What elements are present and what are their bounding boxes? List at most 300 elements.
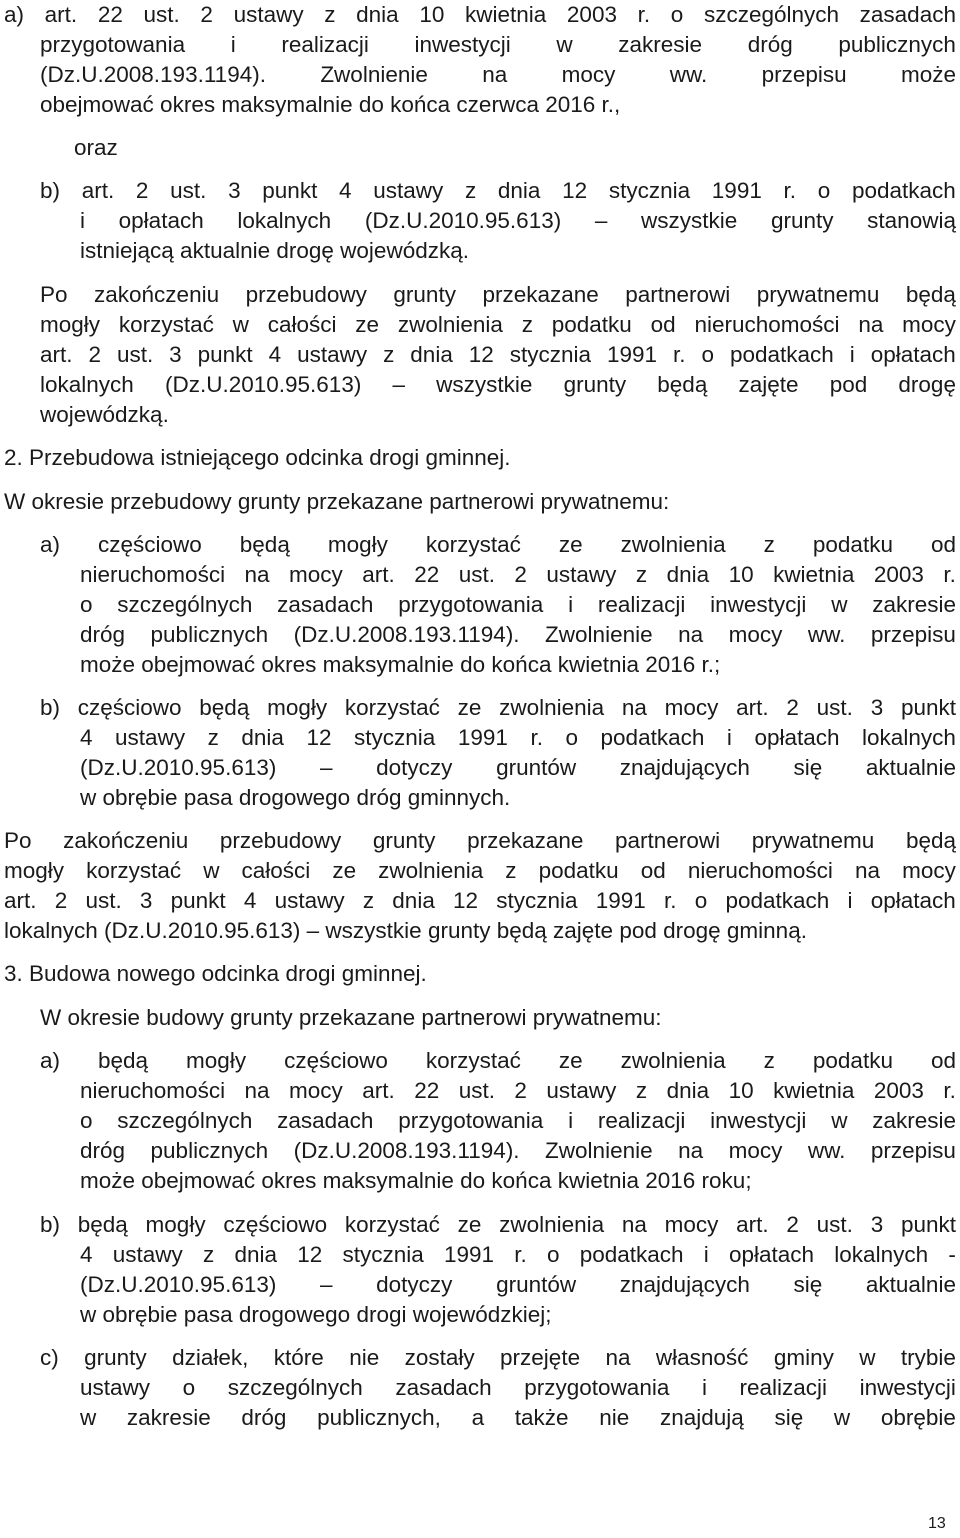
line-text: w obrębie pasa drogowego drogi wojewódzkiej; — [80, 1302, 552, 1327]
word: będą — [905, 282, 956, 307]
word: opłatach — [118, 208, 204, 233]
page-number: 13 — [928, 1515, 946, 1532]
word: 12 — [297, 1242, 323, 1267]
word: r. — [783, 178, 797, 203]
word: całości — [267, 312, 337, 337]
word: prywatnemu — [756, 282, 880, 307]
text-line — [80, 1300, 956, 1330]
word: przekazane — [467, 828, 584, 853]
word: w — [831, 592, 848, 617]
word: na — [621, 1212, 647, 1237]
word: ustawy — [115, 725, 186, 750]
word: mocy — [289, 1078, 343, 1103]
word: o — [546, 1242, 560, 1267]
word: b) — [40, 178, 61, 203]
word: od — [930, 1048, 956, 1073]
word: zakończeniu — [94, 282, 220, 307]
word: lokalnych — [862, 725, 956, 750]
line-text: może obejmować okres maksymalnie do końca kwietnia 2016 roku; — [80, 1168, 752, 1193]
word: publicznych — [838, 32, 956, 57]
word: zostały — [404, 1345, 475, 1370]
text-line — [40, 1003, 956, 1033]
word: ze — [558, 1048, 583, 1073]
word: art. — [736, 695, 769, 720]
line-text: 2. Przebudowa istniejącego odcinka drogi gminnej. — [4, 445, 511, 470]
word: zakresie — [872, 1108, 956, 1133]
word: 2 — [54, 888, 68, 913]
word: korzystać — [86, 858, 182, 883]
word: 10 — [419, 2, 445, 27]
word: szczególnych — [227, 1375, 363, 1400]
word: korzystać — [344, 695, 440, 720]
word: wszystkie — [436, 372, 533, 397]
text-line — [80, 1373, 956, 1403]
word: będą — [98, 1048, 149, 1073]
word: 2 — [514, 1078, 527, 1103]
word: i — [847, 888, 853, 913]
word: w — [232, 312, 249, 337]
word: a) — [40, 1048, 61, 1073]
text-line — [4, 0, 956, 30]
word: przebudowy — [245, 282, 367, 307]
word: mocy — [289, 562, 343, 587]
word: i — [703, 1242, 709, 1267]
text-line — [80, 560, 956, 590]
word: 1991 — [607, 342, 658, 367]
word: art. — [736, 1212, 769, 1237]
word: zwolnienia — [499, 695, 605, 720]
word: o — [817, 178, 831, 203]
word: na — [854, 858, 881, 883]
word: na — [678, 622, 704, 647]
word: zakresie — [126, 1405, 211, 1430]
word: grunty — [84, 1345, 147, 1370]
word: z — [383, 342, 395, 367]
word: (Dz.U.2010.95.613) — [364, 208, 562, 233]
word: 1991 — [711, 178, 762, 203]
word: 1991 — [443, 1242, 495, 1267]
word: działek, — [172, 1345, 249, 1370]
word: przygotowania — [398, 592, 544, 617]
word: inwestycji — [414, 32, 511, 57]
word: ustawy — [546, 1078, 617, 1103]
text-line — [80, 1270, 956, 1300]
text-line — [4, 916, 956, 946]
text-line — [40, 340, 956, 370]
text-line — [40, 310, 956, 340]
word: aktualnie — [865, 755, 956, 780]
text-line — [40, 60, 956, 90]
text-line — [80, 590, 956, 620]
word: korzystać — [344, 1212, 440, 1237]
word: także — [514, 1405, 569, 1430]
text-line — [80, 650, 956, 680]
word: zakresie — [872, 592, 956, 617]
word: mogły — [267, 695, 328, 720]
word: 12 — [453, 888, 479, 913]
word: zajęte — [738, 372, 799, 397]
word: z — [505, 858, 517, 883]
word: obrębie — [880, 1405, 956, 1430]
word: 22 — [414, 562, 440, 587]
line-text: oraz — [74, 135, 118, 160]
word: ustawy — [233, 2, 304, 27]
text-line — [80, 723, 956, 753]
word: ust. — [170, 178, 207, 203]
word: trybie — [900, 1345, 956, 1370]
word: częściowo — [284, 1048, 388, 1073]
word: będą — [657, 372, 708, 397]
word: nie — [349, 1345, 380, 1370]
word: b) — [40, 695, 61, 720]
word: lokalnych — [40, 372, 134, 397]
word: ustawy — [297, 342, 368, 367]
word: nieruchomości — [687, 858, 833, 883]
word: 4 — [243, 888, 257, 913]
text-line — [80, 1403, 956, 1433]
line-text: w obrębie pasa drogowego dróg gminnych. — [80, 785, 511, 810]
word: – — [392, 372, 405, 397]
word: dnia — [666, 562, 710, 587]
word: prywatnemu — [751, 828, 875, 853]
word: o — [565, 725, 578, 750]
word: - — [948, 1242, 956, 1267]
line-text: 3. Budowa nowego odcinka drogi gminnej. — [4, 961, 427, 986]
word: na — [621, 695, 647, 720]
text-line — [40, 176, 956, 206]
word: częściowo — [223, 1212, 328, 1237]
word: ww. — [807, 1138, 846, 1163]
word: zwolnienia — [397, 312, 503, 337]
word: znajdują — [659, 1405, 744, 1430]
word: i — [726, 725, 732, 750]
word: mocy — [728, 1138, 783, 1163]
text-line — [80, 1106, 956, 1136]
word: ust. — [116, 342, 154, 367]
text-line — [4, 886, 956, 916]
word: korzystać — [425, 532, 521, 557]
word: w — [556, 32, 573, 57]
word: na — [605, 1345, 631, 1370]
word: punkt — [197, 342, 253, 367]
word: 2 — [786, 1212, 799, 1237]
word: nieruchomości — [694, 312, 840, 337]
word: kwietnia — [773, 562, 855, 587]
word: a) — [4, 2, 25, 27]
word: na — [678, 1138, 704, 1163]
word: podatku — [551, 312, 632, 337]
word: Zwolnienie — [545, 622, 653, 647]
word: ustawy — [112, 1242, 183, 1267]
text-line — [40, 530, 956, 560]
word: i — [701, 1375, 707, 1400]
text-line — [40, 1210, 956, 1240]
word: dróg — [747, 32, 793, 57]
word: Po — [40, 282, 68, 307]
word: podatku — [812, 1048, 893, 1073]
word: szczególnych — [703, 2, 840, 27]
word: publicznych, — [317, 1405, 441, 1430]
word: partnerowi — [615, 828, 721, 853]
word: punkt — [170, 888, 226, 913]
word: przejęte — [500, 1345, 581, 1370]
word: 4 — [339, 178, 352, 203]
word: mogły — [327, 532, 388, 557]
word: w — [859, 1345, 876, 1370]
word: Po — [4, 828, 32, 853]
word: o — [701, 342, 715, 367]
word: 2 — [200, 2, 213, 27]
word: realizacji — [597, 592, 686, 617]
word: będą — [239, 532, 290, 557]
word: przepisu — [870, 622, 956, 647]
word: zwolnienia — [620, 532, 726, 557]
text-line — [74, 133, 956, 163]
word: podatkach — [729, 342, 834, 367]
word: które — [273, 1345, 324, 1370]
word: ustawy — [546, 562, 617, 587]
word: partnerowi — [625, 282, 731, 307]
word: art. — [362, 1078, 395, 1103]
word: o — [670, 2, 684, 27]
word: – — [320, 755, 333, 780]
word: Zwolnienie — [545, 1138, 653, 1163]
word: r. — [514, 1242, 527, 1267]
word: dotyczy — [376, 1272, 453, 1297]
text-line — [40, 280, 956, 310]
word: zakresie — [618, 32, 703, 57]
word: grunty — [770, 208, 834, 233]
word: dnia — [356, 2, 399, 27]
word: realizacji — [597, 1108, 686, 1133]
word: i — [230, 32, 236, 57]
word: szczególnych — [117, 592, 253, 617]
word: opłatach — [870, 342, 956, 367]
line-text: W okresie przebudowy grunty przekazane partnerowi prywatnemu: — [4, 489, 670, 514]
word: (Dz.U.2008.193.1194). — [293, 1138, 520, 1163]
word: r. — [673, 342, 686, 367]
word: szczególnych — [117, 1108, 253, 1133]
word: pod — [829, 372, 868, 397]
word: drogę — [898, 372, 956, 397]
word: 12 — [468, 342, 494, 367]
word: będą — [199, 695, 250, 720]
word: opłatach — [754, 725, 840, 750]
word: z — [763, 1048, 775, 1073]
word: w — [831, 1108, 848, 1133]
word: a) — [40, 532, 61, 557]
word: o — [80, 592, 93, 617]
word: r. — [943, 1078, 956, 1103]
word: dotyczy — [376, 755, 453, 780]
text-line — [40, 370, 956, 400]
word: art. — [40, 342, 73, 367]
word: od — [650, 312, 676, 337]
word: podatku — [812, 532, 893, 557]
word: ze — [457, 695, 482, 720]
word: 2003 — [566, 2, 617, 27]
text-line — [80, 1076, 956, 1106]
word: – — [594, 208, 608, 233]
word: ust. — [458, 562, 495, 587]
text-line — [80, 1240, 956, 1270]
word: o — [182, 1375, 196, 1400]
word: nieruchomości — [80, 1078, 226, 1103]
word: się — [793, 1272, 823, 1297]
word: zasadach — [395, 1375, 492, 1400]
word: publicznych — [150, 1138, 269, 1163]
word: inwestycji — [710, 1108, 807, 1133]
text-line — [4, 443, 956, 473]
word: 2 — [135, 178, 149, 203]
word: Zwolnienie — [320, 62, 428, 87]
word: punkt — [900, 1212, 956, 1237]
word: 3 — [870, 1212, 884, 1237]
word: 10 — [728, 1078, 754, 1103]
word: ww. — [807, 622, 846, 647]
word: dnia — [666, 1078, 710, 1103]
word: o — [80, 1108, 93, 1133]
word: stycznia — [509, 342, 592, 367]
word: dróg — [80, 1138, 126, 1163]
text-line — [80, 1166, 956, 1196]
word: stycznia — [496, 888, 578, 913]
word: zwolnienia — [499, 1212, 605, 1237]
word: zasadach — [277, 592, 374, 617]
word: a — [471, 1405, 485, 1430]
word: 3 — [228, 178, 241, 203]
word: podatkach — [579, 1242, 684, 1267]
word: aktualnie — [865, 1272, 956, 1297]
word: (Dz.U.2008.193.1194). — [40, 62, 266, 87]
word: z — [763, 532, 775, 557]
word: stycznia — [342, 1242, 424, 1267]
word: mogły — [186, 1048, 247, 1073]
word: z — [202, 1242, 215, 1267]
word: z — [635, 1078, 648, 1103]
word: 12 — [306, 725, 332, 750]
word: i — [849, 342, 855, 367]
word: grunty — [372, 828, 436, 853]
word: mocy — [728, 622, 783, 647]
word: mocy — [664, 1212, 719, 1237]
word: stanowią — [867, 208, 956, 233]
word: 2 — [786, 695, 799, 720]
word: r. — [530, 725, 543, 750]
word: kwietnia — [464, 2, 547, 27]
word: przygotowania — [524, 1375, 670, 1400]
text-line — [80, 206, 956, 236]
word: podatkach — [600, 725, 705, 750]
word: dnia — [241, 725, 284, 750]
word: art. — [44, 2, 78, 27]
word: z — [635, 562, 648, 587]
word: 10 — [728, 562, 754, 587]
word: na — [244, 1078, 270, 1103]
word: r. — [637, 2, 651, 27]
word: podatkach — [725, 888, 830, 913]
text-line — [80, 1136, 956, 1166]
word: ze — [355, 312, 380, 337]
text-line — [4, 856, 956, 886]
word: 12 — [562, 178, 588, 203]
word: na — [482, 62, 508, 87]
word: na — [858, 312, 884, 337]
word: częściowo — [77, 695, 182, 720]
word: 2 — [88, 342, 101, 367]
word: (Dz.U.2010.95.613) — [80, 755, 277, 780]
word: będą — [905, 828, 956, 853]
text-line — [40, 400, 956, 430]
text-line — [4, 487, 956, 517]
word: na — [244, 562, 270, 587]
word: o — [694, 888, 708, 913]
word: 22 — [97, 2, 123, 27]
text-line — [40, 1046, 956, 1076]
text-line — [4, 959, 956, 989]
text-line — [40, 1343, 956, 1373]
text-line — [80, 236, 956, 266]
line-text: W okresie budowy grunty przekazane partnerowi prywatnemu: — [40, 1005, 662, 1030]
word: stycznia — [354, 725, 436, 750]
word: ze — [332, 858, 357, 883]
word: ze — [457, 1212, 482, 1237]
line-text: lokalnych (Dz.U.2010.95.613) – wszystkie grunty będą zajęte pod drogę gminną. — [4, 918, 807, 943]
word: realizacji — [739, 1375, 828, 1400]
text-line — [80, 783, 956, 813]
word: (Dz.U.2010.95.613) — [164, 372, 362, 397]
text-line — [40, 90, 956, 120]
word: punkt — [262, 178, 318, 203]
word: z — [464, 178, 477, 203]
word: art. — [362, 562, 395, 587]
word: art. — [4, 888, 37, 913]
word: lokalnych — [834, 1242, 929, 1267]
word: i — [80, 208, 85, 233]
word: 1991 — [457, 725, 508, 750]
word: (Dz.U.2008.193.1194). — [293, 622, 520, 647]
word: zakończeniu — [63, 828, 189, 853]
word: 4 — [80, 1242, 93, 1267]
word: ust. — [143, 2, 180, 27]
word: b) — [40, 1212, 61, 1237]
word: podatkach — [851, 178, 956, 203]
word: 2 — [514, 562, 527, 587]
word: wszystkie — [641, 208, 738, 233]
word: ww. — [669, 62, 708, 87]
word: z — [521, 312, 533, 337]
word: od — [640, 858, 666, 883]
line-text: istniejącą aktualnie drogę wojewódzką. — [80, 238, 469, 263]
word: nie — [599, 1405, 630, 1430]
word: mocy — [561, 62, 616, 87]
word: zwolnienia — [378, 858, 484, 883]
word: 22 — [414, 1078, 440, 1103]
word: znajdujących — [619, 755, 750, 780]
word: dnia — [410, 342, 453, 367]
word: od — [930, 532, 956, 557]
word: przepisu — [870, 1138, 956, 1163]
word: przygotowania — [398, 1108, 544, 1133]
word: publicznych — [150, 622, 269, 647]
word: w — [833, 1405, 851, 1430]
word: dróg — [241, 1405, 287, 1430]
word: ust. — [458, 1078, 495, 1103]
word: korzystać — [425, 1048, 521, 1073]
word: zwolnienia — [620, 1048, 726, 1073]
word: całości — [241, 858, 311, 883]
word: 2003 — [873, 1078, 924, 1103]
